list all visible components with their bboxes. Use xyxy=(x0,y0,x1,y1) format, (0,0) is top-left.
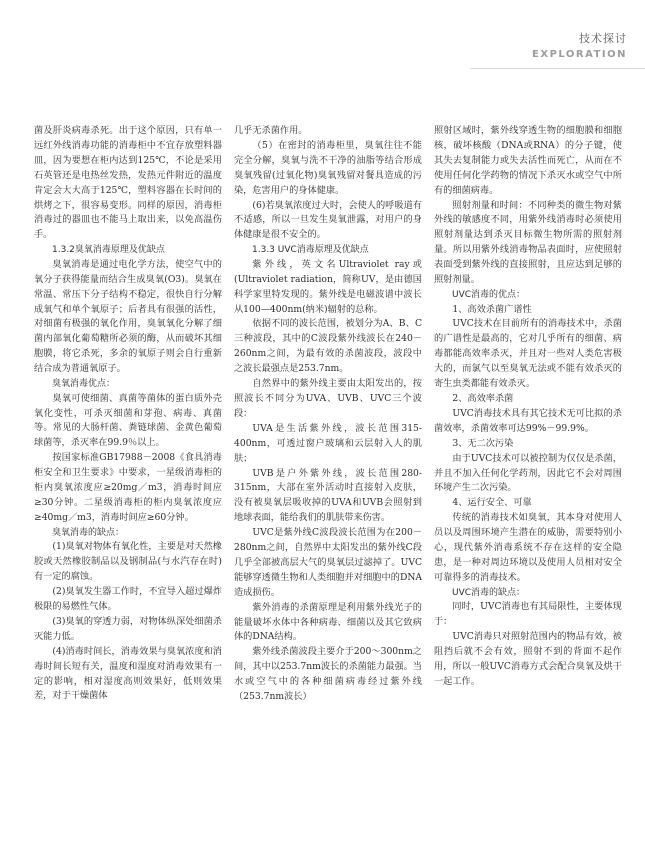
section-heading: 1.3.2臭氧消毒原理及优缺点 xyxy=(52,245,165,256)
paragraph: 3、无二次污染 xyxy=(452,437,514,449)
section-heading: 臭氧消毒优点： xyxy=(52,379,116,390)
paragraph: 臭氧消毒是通过电化学方法，使空气中的氧分子获得能量而结合生成臭氧(O3)。臭氧在常温、常压下分子结构不稳定，很快自行分解成氧气和单个氧原子；后者具有很强的活性，对细菌有极强的氧化作用，臭氧氧化分解了细菌内部氧化葡萄糖所必须的酶，从而破坏其细胞膜，将它杀死，多余的氧原子则会自行重新结合成为普通氧原子。 xyxy=(34,258,222,375)
section-heading: UVC消毒的缺点： xyxy=(452,587,526,598)
paragraph: 紫外线，英文名Ultraviolet ray或(Ultraviolet radiation，简称UV，是由德国科学家里特发现的。紫外线是电磁波谱中波长从100—400nm(纳米)辐射的总称。 xyxy=(234,258,422,315)
paragraph: 照射剂量和时间：不同种类的微生物对紫外线的敏感度不同，用紫外线消毒时必须使用照射剂量达到杀灭目标微生物所需的照射剂量。所以用紫外线消毒物品表面时，应使照射表面受到紫外线的直接照射，且应达到足够的照射剂量。 xyxy=(434,199,622,286)
section-title-cn: 技术探讨 xyxy=(579,32,627,45)
article-body xyxy=(34,124,624,705)
text-column-2 xyxy=(234,124,422,705)
paragraph: 紫外消毒的杀菌原理是利用紫外线光子的能量破坏水体中各种病毒、细菌以及其它致病体的DNA结构。 xyxy=(234,601,422,643)
paragraph: 由于UVC技术可以被控制为仅仅是杀菌，并且不加入任何化学药剂，因此它不会对周围环境产生二次污染。 xyxy=(434,452,622,494)
paragraph: 几乎无杀菌作用。 xyxy=(234,125,308,136)
paragraph: 自然界中的紫外线主要由太阳发出的，按照波长不同分为UVA、UVB、UVC三个波段： xyxy=(234,378,422,419)
paragraph: UVC技术在目前所有的消毒技术中，杀菌的广谱性是最高的，它对几乎所有的细菌、病毒都能高效率杀灭，并且对一些对人类危害极大的，而氯气以至臭氧无法或不能有效杀灭的寄生虫类都能有效杀灭。 xyxy=(434,318,622,390)
paragraph: (1)臭氧对物体有氧化性，主要是对天然橡胶或天然橡胶制品以及钢制品(与水汽存在时)有一定的腐蚀。 xyxy=(34,541,222,583)
text-column-3 xyxy=(434,124,622,705)
paragraph: 4、运行安全、可靠 xyxy=(452,497,532,509)
paragraph: (3)臭氧的穿透力弱，对物体纵深处细菌杀灭能力低。 xyxy=(34,615,222,642)
paragraph: UVC消毒只对照射范围内的物品有效，被阻挡后就不会有效，照射不到的背面不起作用，所以一般UVC消毒方式会配合臭氧及烘干一起工作。 xyxy=(434,631,622,687)
paragraph: 菌及肝炎病毒杀死。出于这个原因，只有单一远红外线消毒功能的消毒柜中不宜存放塑料器皿，因为要想在柜内达到125℃，不论是采用石英管还是电热丝发热，发热元件附近的温度肯定会大大高于125℃，塑料容器在长时间的烘烤之下，很容易变形。同样的原因，消毒柜消毒过的器皿也不能马上取出来，以免高温伤手。 xyxy=(34,125,222,241)
page-header xyxy=(532,30,627,60)
paragraph: UVC是紫外线C波段波长范围为在200－280nm之间，自然界中太阳发出的紫外线C段几乎全部被高层大气的臭氧层过滤掉了。UVC能够穿透微生物和人类细胞并对细胞中的DNA造成损伤。 xyxy=(234,527,422,598)
paragraph: 臭氧可使细菌、真菌等菌体的蛋白质外壳氧化变性，可杀灭细菌和芽孢、病毒、真菌等。常见的大肠杆菌、粪链球菌、金黄色葡萄球菌等，杀灭率在99.9％以上。 xyxy=(34,392,222,449)
section-title-en: EXPLORATION xyxy=(532,49,627,60)
paragraph: 按国家标准GB17988－2008《食具消毒柜安全和卫生要求》中要求，一星级消毒柜的柜内臭氧浓度应≥20mg／m3，消毒时间应≥30分钟。二星级消毒柜的柜内臭氧浓度应≥40mg／m3，消毒时间应≥60分钟。 xyxy=(34,452,222,523)
section-heading: UVC消毒的优点： xyxy=(452,289,526,300)
paragraph: (4)消毒时间长，消毒效果与臭氧浓度和消毒时间长短有关，温度和湿度对消毒效果有一定的影响，相对湿度高则效果好，低则效果差，对于干燥菌体 xyxy=(34,645,222,702)
paragraph: UVB是户外紫外线，波长范围280-315nm，大部在室外活动时直接射入皮肤，没有被臭氧层吸收掉的UVA和UVB会照射到地球表面，能给我们的肌肤带来伤害。 xyxy=(234,467,422,524)
paragraph: 传统的消毒技术如臭氧，其本身对使用人员以及周围环境产生潜在的威胁，需要特别小心，现代紫外消毒系统不存在这样的安全隐患，是一种对周边环境以及使用人员相对安全可靠得多的消毒技术。 xyxy=(434,512,622,583)
paragraph: UVC消毒技术具有其它技术无可比拟的杀菌效率，杀菌效率可达99%－99.9%。 xyxy=(434,407,622,434)
paragraph: 照射区域时，紫外线穿透生物的细胞膜和细胞核，破坏核酸（DNA或RNA）的分子键，使其失去复制能力或失去活性而死亡，从而在不使用任何化学药物的情况下杀灭水或空气中所有的细菌病毒。 xyxy=(434,125,622,196)
paragraph: (2)臭氧发生器工作时，不宜导入超过爆炸极限的易燃性气体。 xyxy=(34,586,222,613)
section-heading: 臭氧消毒的缺点： xyxy=(52,527,125,538)
section-heading: 1.3.3 UVC消毒原理及优缺点 xyxy=(252,245,369,256)
paragraph: 同时，UVC消毒也有其局限性，主要体现于： xyxy=(434,601,622,628)
paragraph: 1、高效杀菌广谱性 xyxy=(452,303,532,315)
text-column-1 xyxy=(34,124,222,705)
paragraph: 依据不同的波长范围，被划分为A、B、C三种波段，其中的C波段紫外线波长在240－260nm之间，为最有效的杀菌波段，波段中之波长最强点是253.7nm。 xyxy=(234,318,422,375)
paragraph: UVA是生活紫外线，波长范围315-400nm，可透过窗户玻璃和云层射入人的肌肤； xyxy=(234,422,422,464)
paragraph: （5）在密封的消毒柜里，臭氧往往不能完全分解，臭氧与洗不干净的油脂等结合形成臭氧残留(过氧化物)臭氧残留对餐具造成的污染，危害用户的身体健康。 xyxy=(234,139,422,196)
paragraph: (6)若臭氧浓度过大时，会使人的呼吸道有不适感，所以一旦发生臭氧泄露，对用户的身体健康是很不安全的。 xyxy=(234,199,422,241)
paragraph: 紫外线杀菌波段主要介于200～300nm之间，其中以253.7nm波长的杀菌能力最强。当水或空气中的各种细菌病毒经过紫外线（253.7nm波长） xyxy=(234,646,422,703)
paragraph: 2、高效率杀菌 xyxy=(452,392,514,404)
header-divider xyxy=(470,68,645,69)
